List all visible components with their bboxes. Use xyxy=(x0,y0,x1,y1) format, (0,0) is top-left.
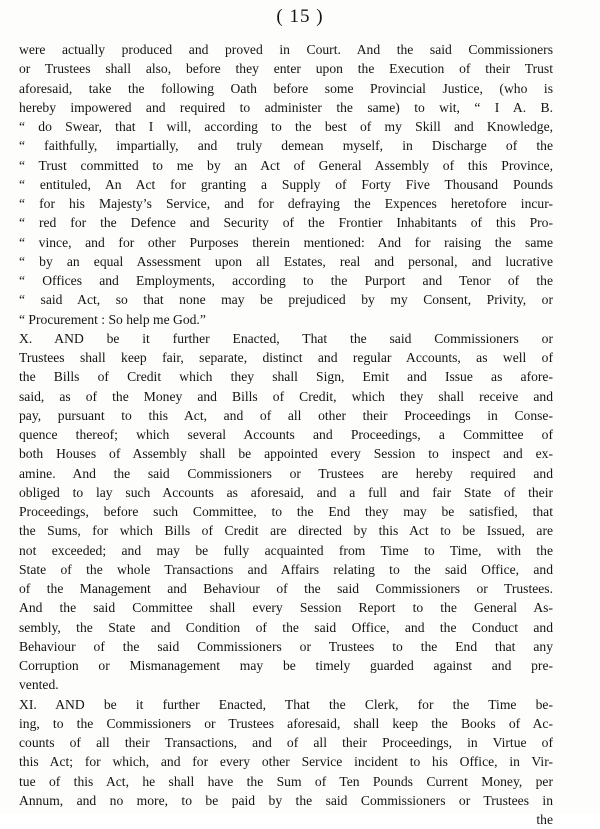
text-line: “ do Swear, that I will, according to the best of my Skill and Knowledge, xyxy=(19,119,553,134)
text-line: obliged to lay such Accounts as aforesaid, and a full and fair State of their xyxy=(19,484,553,500)
section-heading-line: X. AND be it further Enacted, That the said Commissioners or xyxy=(19,330,553,346)
text-line: “ Procurement : So help me God.” xyxy=(19,311,206,327)
text-line: were actually produced and proved in Court. And the said Commissioners xyxy=(19,42,553,57)
text-line: Behaviour of the said Commissioners or Trustees to the End that any xyxy=(19,638,553,654)
text-line: the Sums, for which Bills of Credit are directed by this Act to be Issued, are xyxy=(19,523,553,539)
text-line: vented. xyxy=(19,677,59,693)
body-text xyxy=(19,40,553,829)
text-line: Annum, and no more, to be paid by the said Commissioners or Trustees in xyxy=(19,792,553,808)
text-line: counts of all their Transactions, and of all their Proceedings, in Virtue of xyxy=(19,735,553,750)
text-line: And the said Committee shall every Session Report to the General As- xyxy=(19,600,553,616)
text-line: “ said Act, so that none may be prejudiced by my Consent, Privity, or xyxy=(19,292,553,308)
section-heading-line: XI. AND be it further Enacted, That the Clerk, for the Time be- xyxy=(19,696,553,712)
text-line: aforesaid, take the following Oath before some Provincial Justice, (who is xyxy=(19,80,553,96)
text-line: Proceedings, before such Committee, to the End they may be satisfied, that xyxy=(19,504,553,519)
text-line: “ faithfully, impartially, and truly demean myself, in Discharge of the xyxy=(19,138,553,154)
text-line: of the Management and Behaviour of the said Commissioners or Trustees. xyxy=(19,581,553,596)
catchword: the xyxy=(536,812,553,827)
text-line: “ Offices and Employments, according to the Purport and Tenor of the xyxy=(19,273,553,288)
text-line: or Trustees shall also, before they enter upon the Execution of their Trust xyxy=(19,61,553,77)
text-line: “ entituled, An Act for granting a Supply of Forty Five Thousand Pounds xyxy=(19,176,553,192)
text-line: “ Trust committed to me by an Act of General Assembly of this Province, xyxy=(19,157,553,173)
text-line: quence thereof; which several Accounts and Proceedings, a Committee of xyxy=(19,427,553,442)
text-line: Trustees shall keep fair, separate, distinct and regular Accounts, as well of xyxy=(19,350,553,365)
text-line: “ red for the Defence and Security of the Frontier Inhabitants of this Pro- xyxy=(19,215,553,231)
text-line: “ vince, and for other Purposes therein mentioned: And for raising the same xyxy=(19,234,553,250)
text-line: both Houses of Assembly shall be appointed every Session to inspect and ex- xyxy=(19,446,553,462)
text-line: tue of this Act, he shall have the Sum of Ten Pounds Current Money, per xyxy=(19,773,553,789)
text-line: said, as of the Money and Bills of Credit, which they shall receive and xyxy=(19,388,553,404)
text-line: hereby impowered and required to administer the same) to wit, “ I A. B. xyxy=(19,99,553,115)
text-line: this Act; for which, and for every other Service incident to his Office, in Vir- xyxy=(19,754,553,770)
text-line: State of the whole Transactions and Affairs relating to the said Office, and xyxy=(19,561,553,577)
text-line: “ for his Majesty’s Service, and for defraying the Expences heretofore incur- xyxy=(19,196,553,211)
page-number: ( 15 ) xyxy=(276,6,324,27)
text-line: ing, to the Commissioners or Trustees aforesaid, shall keep the Books of Ac- xyxy=(19,715,553,731)
text-line: the Bills of Credit which they shall Sign, Emit and Issue as afore- xyxy=(19,369,553,385)
text-line: amine. And the said Commissioners or Trustees are hereby required and xyxy=(19,465,553,481)
text-line: pay, pursuant to this Act, and of all other their Proceedings in Conse- xyxy=(19,407,553,423)
text-line: “ by an equal Assessment upon all Estates, real and personal, and lucrative xyxy=(19,253,553,269)
text-line: Corruption or Mismanagement may be timely guarded against and pre- xyxy=(19,658,553,673)
text-line: sembly, the State and Condition of the said Office, and the Conduct and xyxy=(19,619,553,635)
text-line: not exceeded; and may be fully acquainted from Time to Time, with the xyxy=(19,542,553,558)
